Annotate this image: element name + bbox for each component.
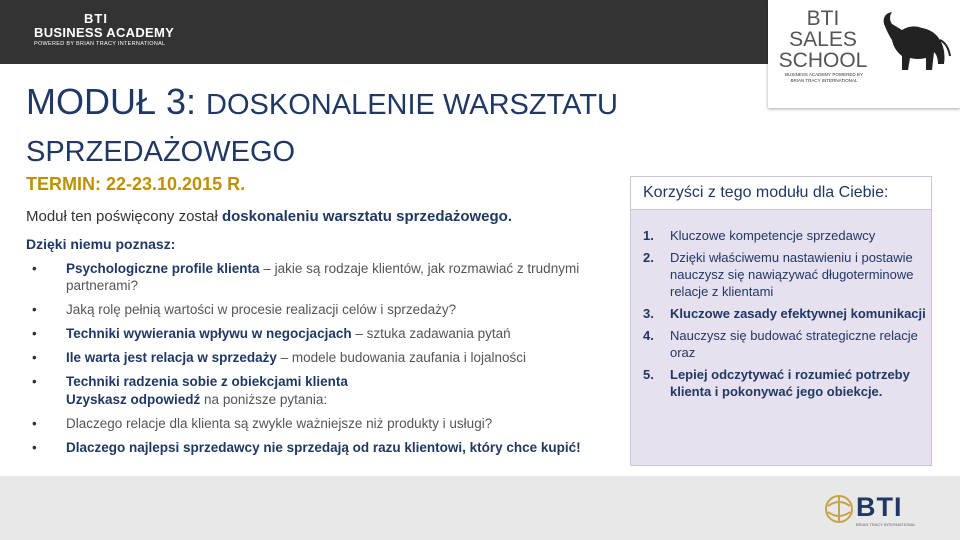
footer-bar (0, 476, 960, 540)
subtitle-line-1: BUSINESS ACADEMY POWERED BY (785, 72, 863, 77)
bti-footer-wordmark: BTI (856, 492, 903, 522)
answer-rest: na poniższe pytania: (200, 392, 328, 407)
wordmark-line-2: SALES (789, 28, 857, 51)
sales-school-subtitle (774, 72, 874, 84)
list-item: • Techniki wywierania wpływu w negocjacjach – sztuka zadawania pytań (32, 326, 511, 341)
globe-emblem-icon (824, 494, 854, 524)
bull-icon (878, 10, 952, 82)
item-bold: Techniki radzenia sobie z obiekcjami klienta (66, 374, 348, 389)
item-rest: – jakie są rodzaje klientów, jak rozmawiać z trudnymi partnerami? (66, 261, 580, 293)
list-item: • Dlaczego relacje dla klienta są zwykle ważniejsze niż produkty i usługi? (32, 416, 493, 431)
question-text: Dlaczego najlepsi sprzedawcy nie sprzedają od razu klientowi, który chce kupić! (66, 440, 581, 455)
benefit-text: Lepiej odczytywać i rozumieć potrzeby klienta i pokonywać jego obiekcje. (670, 367, 910, 399)
item-bold: Psychologiczne profile klienta (66, 261, 260, 276)
business-academy-logo (34, 12, 174, 48)
list-item: • Ile warta jest relacja w sprzedaży – modele budowania zaufania i lojalności (32, 350, 527, 365)
list-item: • Dlaczego najlepsi sprzedawcy nie sprzedają od razu klientowi, który chce kupić! (32, 440, 581, 455)
benefit-number: 3. (643, 306, 654, 321)
title-module-name: DOSKONALENIE WARSZTATU SPRZEDAŻOWEGO (26, 89, 618, 168)
benefit-number: 1. (643, 228, 654, 243)
benefits-list (643, 227, 928, 405)
benefit-text: Dzięki właściwemu nastawieniu i postawie nauczysz się nawiązywać długoterminowe relacje z klientami (670, 250, 914, 299)
answer-line (26, 391, 626, 408)
bti-footer-sub: BRIAN TRACY INTERNATIONAL (856, 522, 916, 527)
benefit-number: 4. (643, 328, 654, 343)
benefit-text: Kluczowe zasady efektywnej komunikacji (670, 306, 926, 321)
item-rest: Jaką rolę pełnią wartości w procesie realizacji celów i sprzedaży? (66, 302, 457, 317)
item-bold: Techniki wywierania wpływu w negocjacjach (66, 326, 352, 341)
benefits-panel (630, 176, 932, 466)
intro-plain: Moduł ten poświęcony został (26, 208, 222, 225)
benefit-number: 5. (643, 367, 654, 382)
benefit-text: Nauczysz się budować strategiczne relacje oraz (670, 328, 918, 360)
item-rest: – sztuka zadawania pytań (351, 326, 511, 341)
benefit-number: 2. (643, 250, 654, 265)
benefit-item (643, 366, 928, 400)
answer-bold: Uzyskasz odpowiedź (66, 392, 201, 407)
list-item: • Techniki radzenia sobie z obiekcjami klienta (32, 374, 348, 389)
learn-heading: Dzięki niemu poznasz: (26, 236, 176, 252)
benefit-item (643, 227, 928, 244)
page-title (26, 80, 726, 174)
benefit-text: Kluczowe kompetencje sprzedawcy (670, 228, 876, 243)
bti-sales-school-logo (768, 0, 960, 108)
benefit-item (643, 249, 928, 300)
benefits-heading: Korzyści z tego modułu dla Ciebie: (643, 184, 889, 201)
logo-powered-by: POWERED BY BRIAN TRACY INTERNATIONAL (34, 41, 166, 47)
list-item: • Jaką rolę pełnią wartości w procesie realizacji celów i sprzedaży? (32, 302, 457, 317)
topics-list (26, 260, 626, 463)
date-term: TERMIN: 22-23.10.2015 R. (26, 174, 246, 194)
title-module-number: MODUŁ 3: (26, 81, 207, 122)
logo-academy-name: BUSINESS ACADEMY (34, 25, 175, 40)
item-bold: Ile warta jest relacja w sprzedaży (66, 350, 277, 365)
subtitle-line-2: BRIAN TRACY INTERNATIONAL (790, 78, 858, 83)
wordmark-line-3: SCHOOL (778, 49, 868, 72)
item-rest: – modele budowania zaufania i lojalności (276, 350, 527, 365)
question-text: Dlaczego relacje dla klienta są zwykle ważniejsze niż produkty i usługi? (66, 416, 493, 431)
intro-text (26, 208, 512, 225)
benefits-header (631, 177, 931, 210)
list-item: • Psychologiczne profile klienta – jakie są rodzaje klientów, jak rozmawiać z trudnymi partnerami? (32, 261, 580, 293)
bti-footer-logo (824, 492, 924, 526)
benefit-item (643, 305, 928, 322)
sales-school-wordmark (778, 8, 868, 71)
benefit-item (643, 327, 928, 361)
intro-highlight: doskonaleniu warsztatu sprzedażowego. (221, 208, 512, 225)
wordmark-line-1: BTI (806, 7, 840, 30)
logo-bti-text: BTI (84, 11, 108, 26)
